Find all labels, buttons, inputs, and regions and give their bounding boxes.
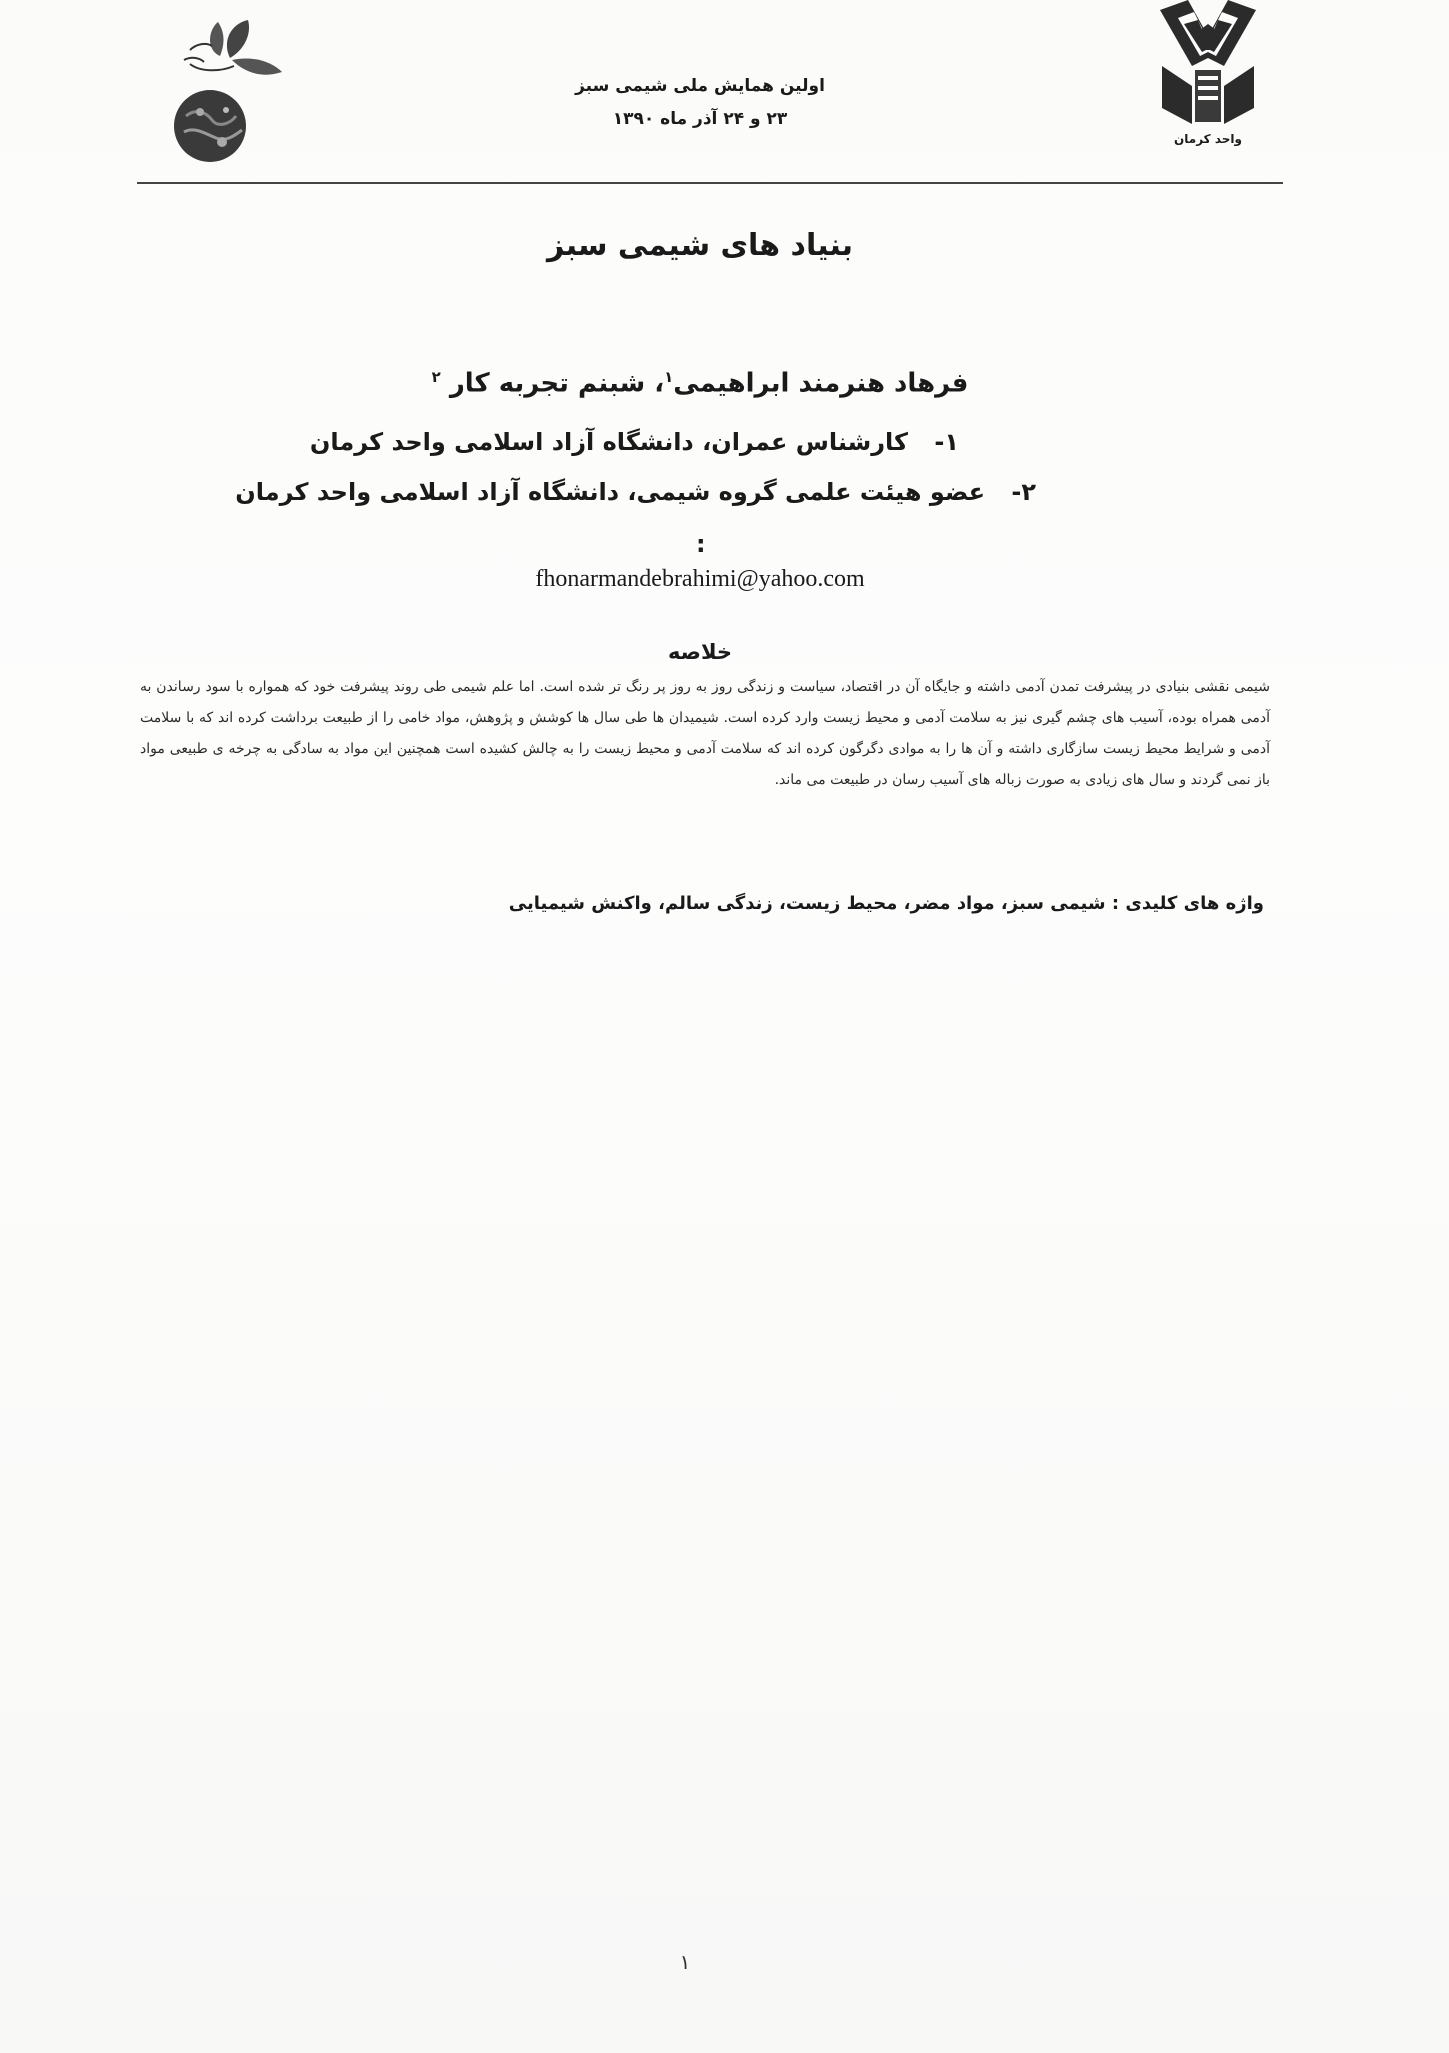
abstract-body: شیمی نقشی بنیادی در پیشرفت تمدن آدمی داشته و جایگاه آن در اقتصاد، سیاست و زندگی روز به روز پر رنگ تر شده است. اما علم شیمی طی روند پیشرفت خود که همواره با سود رساندن به آدمی همراه بوده، آسیب های چشم گیری نیز به سلامت آدمی و محیط زیست وارد کرده است. شیمیدان ها طی سال ها کوشش و پژوهش، مواد خامی را از طبیعت برداشت کرده اند که با سلامت آدمی و شرایط محیط زیست سازگاری داشته و آن ها را به موادی دگرگون کرده اند که سلامت آدمی و محیط زیست را به چالش کشیده است همچنین این مواد به سادگی به چرخه ی طبیعی مواد باز نمی گردند و سال های زیادی به صورت زباله های آسیب رسان در طبیعت می ماند.	[140, 679, 1270, 788]
affiliation-2-number: ۲-	[1011, 478, 1036, 506]
affiliation-1	[310, 428, 959, 456]
conference-date: ۲۳ و ۲۴ آذر ماه ۱۳۹۰	[612, 109, 788, 129]
header-divider	[137, 182, 1283, 184]
conference-name: اولین همایش ملی شیمی سبز	[575, 76, 825, 96]
affiliation-2-text: عضو هیئت علمی گروه شیمی، دانشگاه آزاد اسلامی واحد کرمان	[235, 478, 986, 506]
page-number: ۱	[679, 1950, 691, 1974]
author-1-mark: ۱	[664, 368, 674, 386]
abstract-heading: خلاصه	[667, 640, 733, 664]
conference-emblem-icon	[160, 16, 300, 166]
author-1-name: فرهاد هنرمند ابراهیمی	[673, 368, 969, 399]
affiliation-1-number: ۱-	[934, 428, 959, 456]
affiliation-1-text: کارشناس عمران، دانشگاه آزاد اسلامی واحد کرمان	[309, 428, 909, 456]
colon-mark: :	[696, 530, 706, 558]
author-2-name: شبنم تجربه کار	[449, 368, 646, 399]
author-email: fhonarmandebrahimi@yahoo.com	[535, 566, 865, 592]
affiliation-2	[235, 478, 1036, 506]
right-logo-caption: واحد کرمان	[1174, 132, 1242, 146]
keywords-line: واژه های کلیدی : شیمی سبز، مواد مضر، محیط زیست، زندگی سالم، واکنش شیمیایی	[508, 893, 1264, 914]
paper-title: بنیاد های شیمی سبز	[547, 228, 853, 263]
author-2-mark: ۲	[431, 368, 441, 386]
paper-authors	[350, 368, 1050, 399]
conference-header	[500, 70, 900, 136]
author-separator: ،	[654, 368, 665, 399]
